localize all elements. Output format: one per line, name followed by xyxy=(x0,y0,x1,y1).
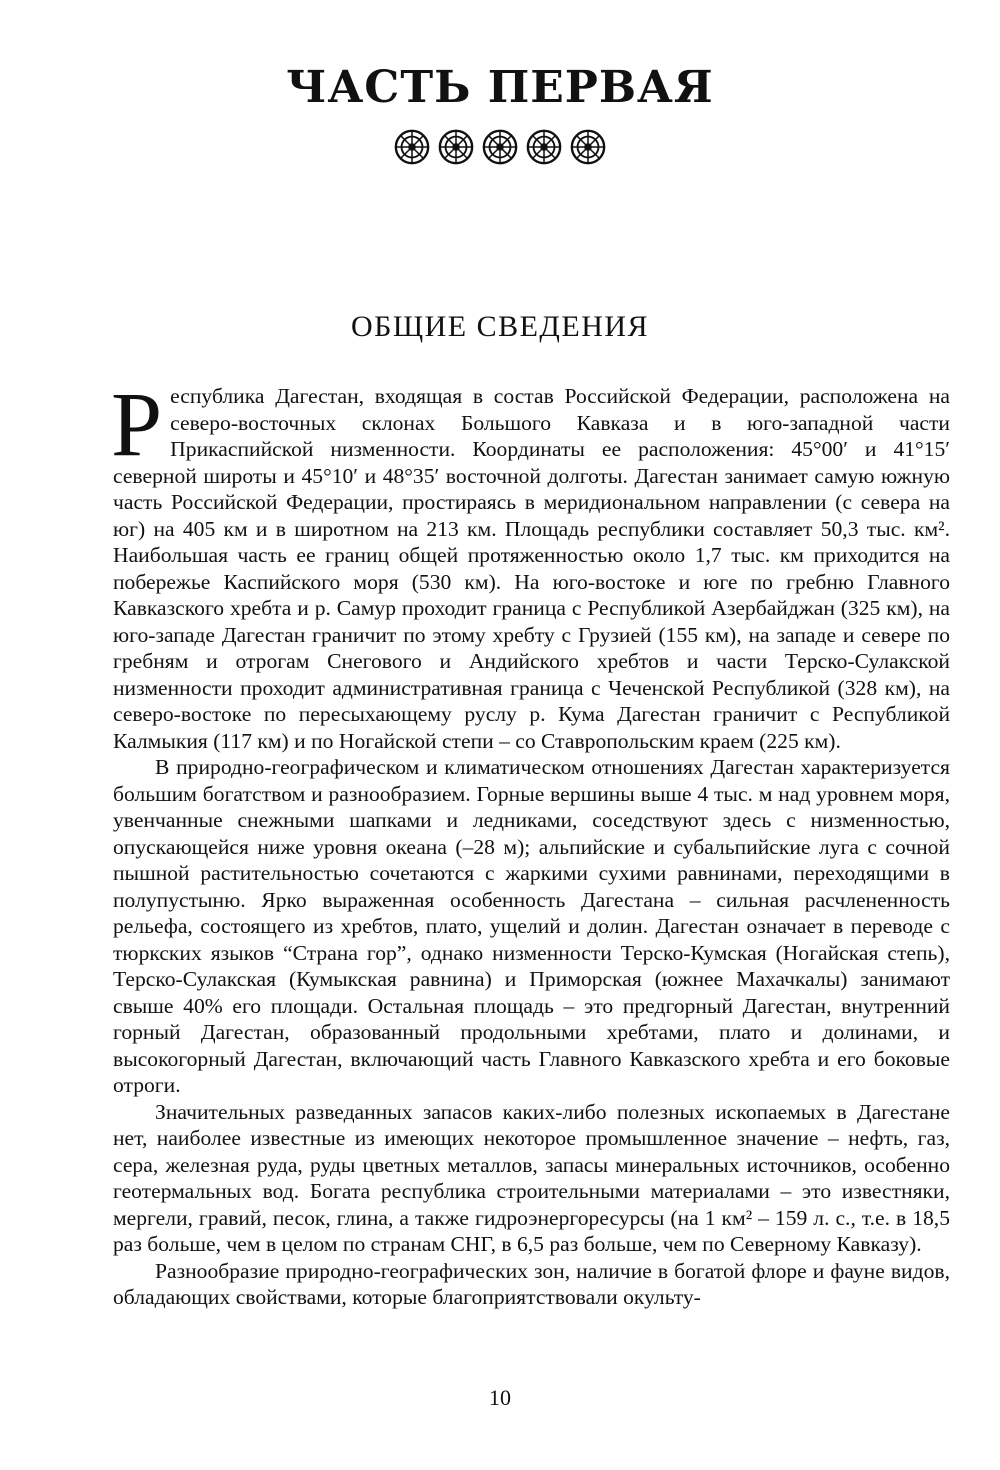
body-text xyxy=(111,373,950,1311)
rosette-ornament-icon xyxy=(481,128,519,166)
rosette-ornament-icon xyxy=(393,128,431,166)
paragraph: В природно-географическом и климатическом отношениях Дагестан характеризуется большим богатством и разнообразием. Горные вершины выше 4 тыс. м над уровнем моря, увенчанные снежными шапками и ледниками, соседствуют здесь с низменностью, опускающейся ниже уровня океана (–28 м); альпийские и субальпийские луга с сочной пышной растительностью сочетаются с жаркими сухими равнинами, переходящими в полупустыню. Ярко выраженная особенность Дагестана – сильная расчлененность рельефа, состоящего из хребтов, плато, ущелий и долин. Дагестан означает в переводе с тюркских языков “Страна гор”, однако низменности Терско-Кумская (Ногайская степь), Терско-Сулакская (Кумыкская равнина) и Приморская (южнее Махачкалы) занимают свыше 40% его площади. Остальная площадь – это предгорный Дагестан, внутренний горный Дагестан, образованный продольными хребтами, плато и долинами, и высокогорный Дагестан, включающий часть Главного Кавказского хребта и его боковые отроги. xyxy=(113,755,950,1097)
ornament-row xyxy=(0,128,1000,166)
paragraph-text: еспублика Дагестан, входящая в состав Российской Федерации, расположена на северо-восточных склонах Большого Кавказа и в юго-западной части Прикаспийской низменности. Координаты ее расположения: 45°00′ и 41°15′ северной широты и 45°10′ и 48°35′ восточной долготы. Дагестан занимает самую южную часть Российской Федерации, простираясь в меридиональном направлении (с севера на юг) на 405 км и в широтном на 213 км. Площадь республики составляет 50,3 тыс. км². Наибольшая часть ее границ общей протяженностью около 1,7 тыс. км приходится на побережье Каспийского моря (530 км). На юго-востоке и юге по гребню Главного Кавказского хребта и р. Самур проходит граница с Республикой Азербайджан (325 км), на юго-западе Дагестан граничит по этому хребту с Грузией (155 км), на западе и севере по гребням и отрогам Снегового и Андийского хребтов и части Терско-Сулакской низменности проходит административная граница с Чеченской Республикой (328 км), на северо-востоке по пересыхающему руслу р. Кума Дагестан граничит с Республикой Калмыкия (117 км) и по Ногайской степи – со Ставропольским краем (225 км). xyxy=(113,384,950,753)
rosette-ornament-icon xyxy=(569,128,607,166)
section-title: ОБЩИЕ СВЕДЕНИЯ xyxy=(350,310,650,343)
rosette-ornament-icon xyxy=(525,128,563,166)
rosette-ornament-icon xyxy=(437,128,475,166)
paragraph xyxy=(111,373,950,754)
paragraph: Разнообразие природно-географических зон, наличие в богатой флоре и фауне видов, обладающих свойствами, которые благоприятствовали окульту- xyxy=(113,1258,950,1309)
paragraph: Значительных разведанных запасов каких-либо полезных ископаемых в Дагестане нет, наиболее известные из имеющих некоторое промышленное значение – нефть, газ, сера, железная руда, руды цветных металлов, запасы минеральных источников, особенно геотермальных вод. Богата республика строительными материалами – это известняки, мергели, гравий, песок, глина, а также гидроэнергоресурсы (на 1 км² – 159 л. с., т.е. в 18,5 раз больше, чем в целом по странам СНГ, в 6,5 раз больше, чем по Северному Кавказу). xyxy=(113,1099,950,1256)
part-title: ЧАСТЬ ПЕРВАЯ xyxy=(286,62,714,113)
page-number: 10 xyxy=(489,1385,511,1410)
drop-cap: Р xyxy=(111,373,163,475)
